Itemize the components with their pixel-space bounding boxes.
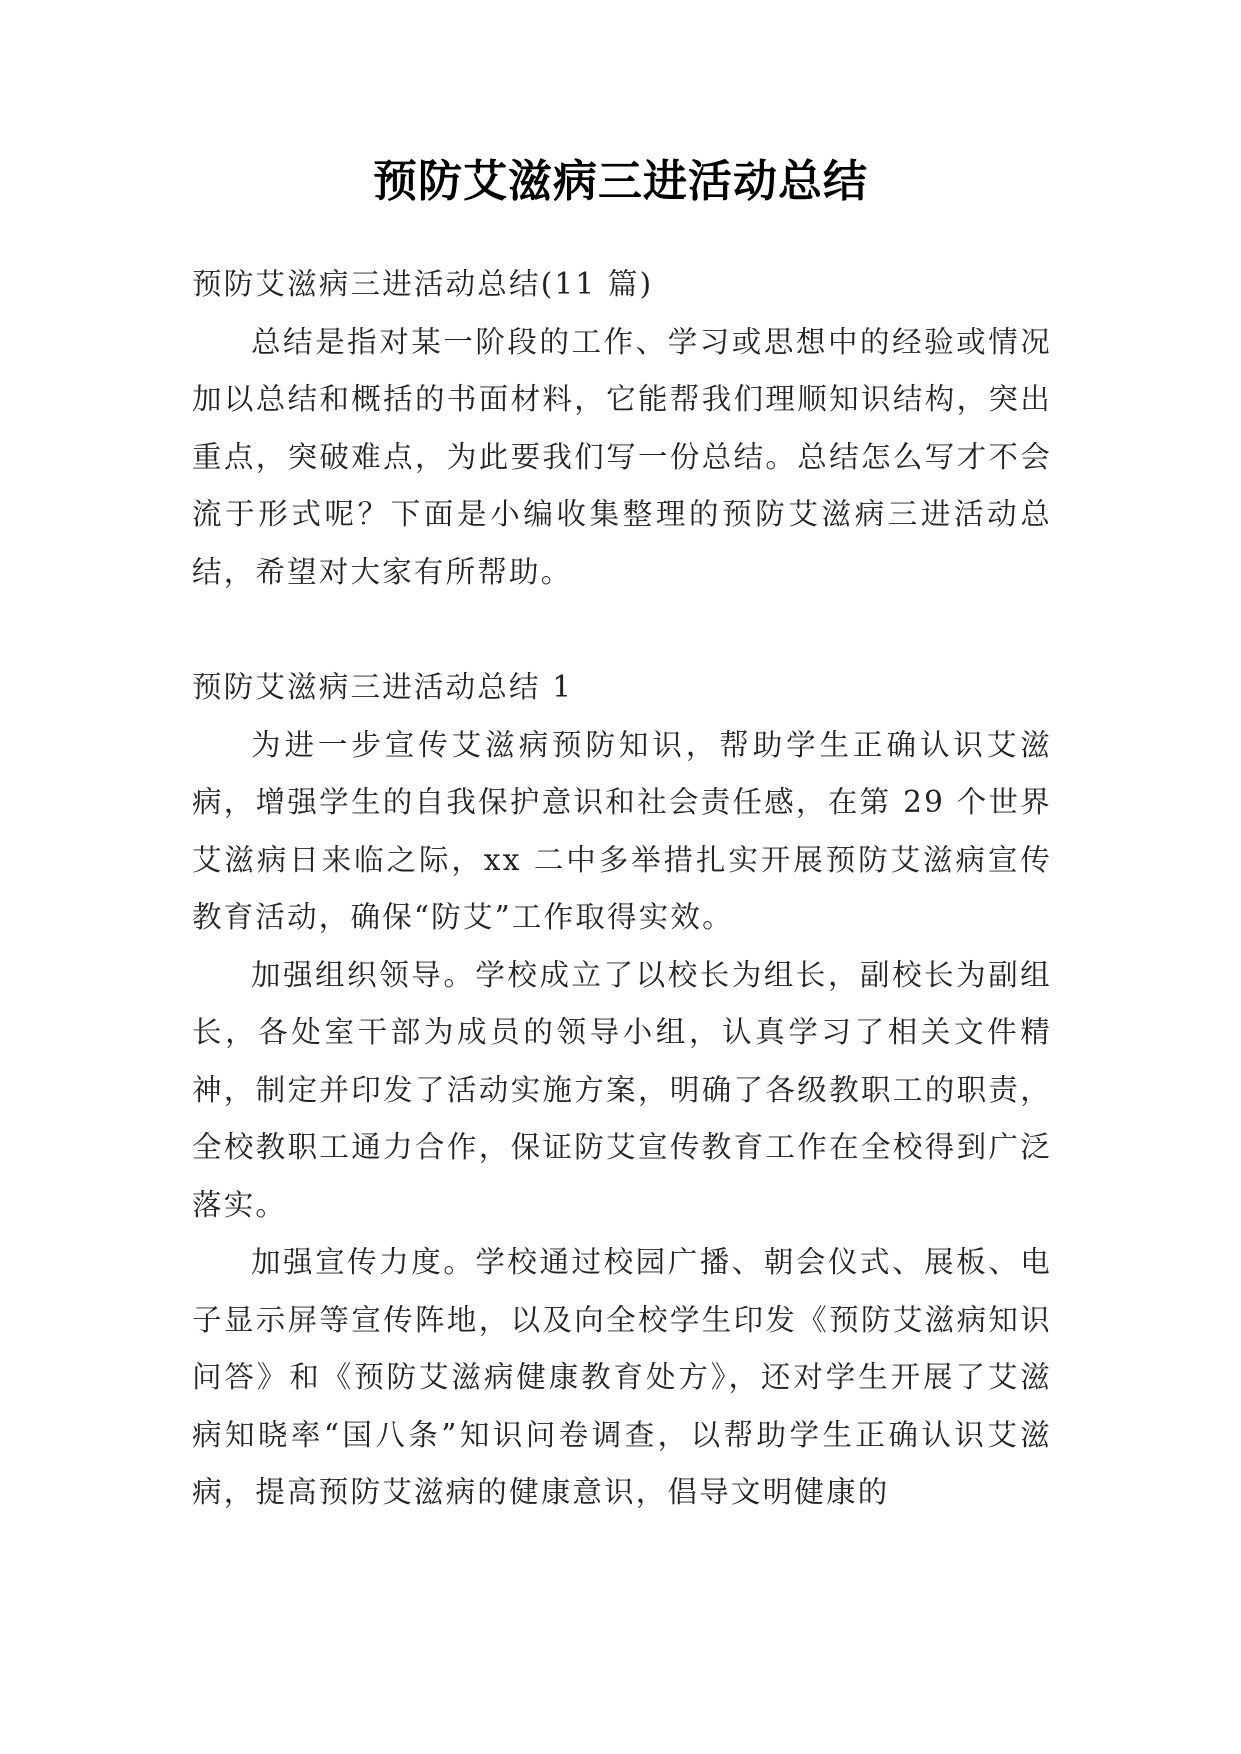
body-paragraph: 加强宣传力度。学校通过校园广播、朝会仪式、展板、电子显示屏等宣传阵地，以及向全校学生印发《预防艾滋病知识问答》和《预防艾滋病健康教育处方》，还对学生开展了艾滋病知晓率“国八条”知识问卷调查，以帮助学生正确认识艾滋病，提高预防艾滋病的健康意识，倡导文明健康的 [192,1245,1052,1509]
section-heading: 预防艾滋病三进活动总结 1 [192,670,574,704]
document-body [192,256,1052,1522]
section-spacer [192,601,1052,659]
body-paragraph: 加强组织领导。学校成立了以校长为组长，副校长为副组长，各处室干部为成员的领导小组，认真学习了相关文件精神，制定并印发了活动实施方案，明确了各级教职工的职责，全校教职工通力合作，保证防艾宣传教育工作在全校得到广泛落实。 [192,957,1052,1222]
body-paragraph: 为进一步宣传艾滋病预防知识，帮助学生正确认识艾滋病，增强学生的自我保护意识和社会责任感，在第 29 个世界艾滋病日来临之际，xx 二中多举措扎实开展预防艾滋病宣传教育活动，确保“防艾”工作取得实效。 [192,727,1052,934]
document-title: 预防艾滋病三进活动总结 [373,156,868,207]
intro-paragraph: 总结是指对某一阶段的工作、学习或思想中的经验或情况加以总结和概括的书面材料，它能帮我们理顺知识结构，突出重点，突破难点，为此要我们写一份总结。总结怎么写才不会流于形式呢？下面是小编收集整理的预防艾滋病三进活动总结，希望对大家有所帮助。 [192,324,1052,589]
document-subtitle: 预防艾滋病三进活动总结(11 篇) [192,267,654,301]
